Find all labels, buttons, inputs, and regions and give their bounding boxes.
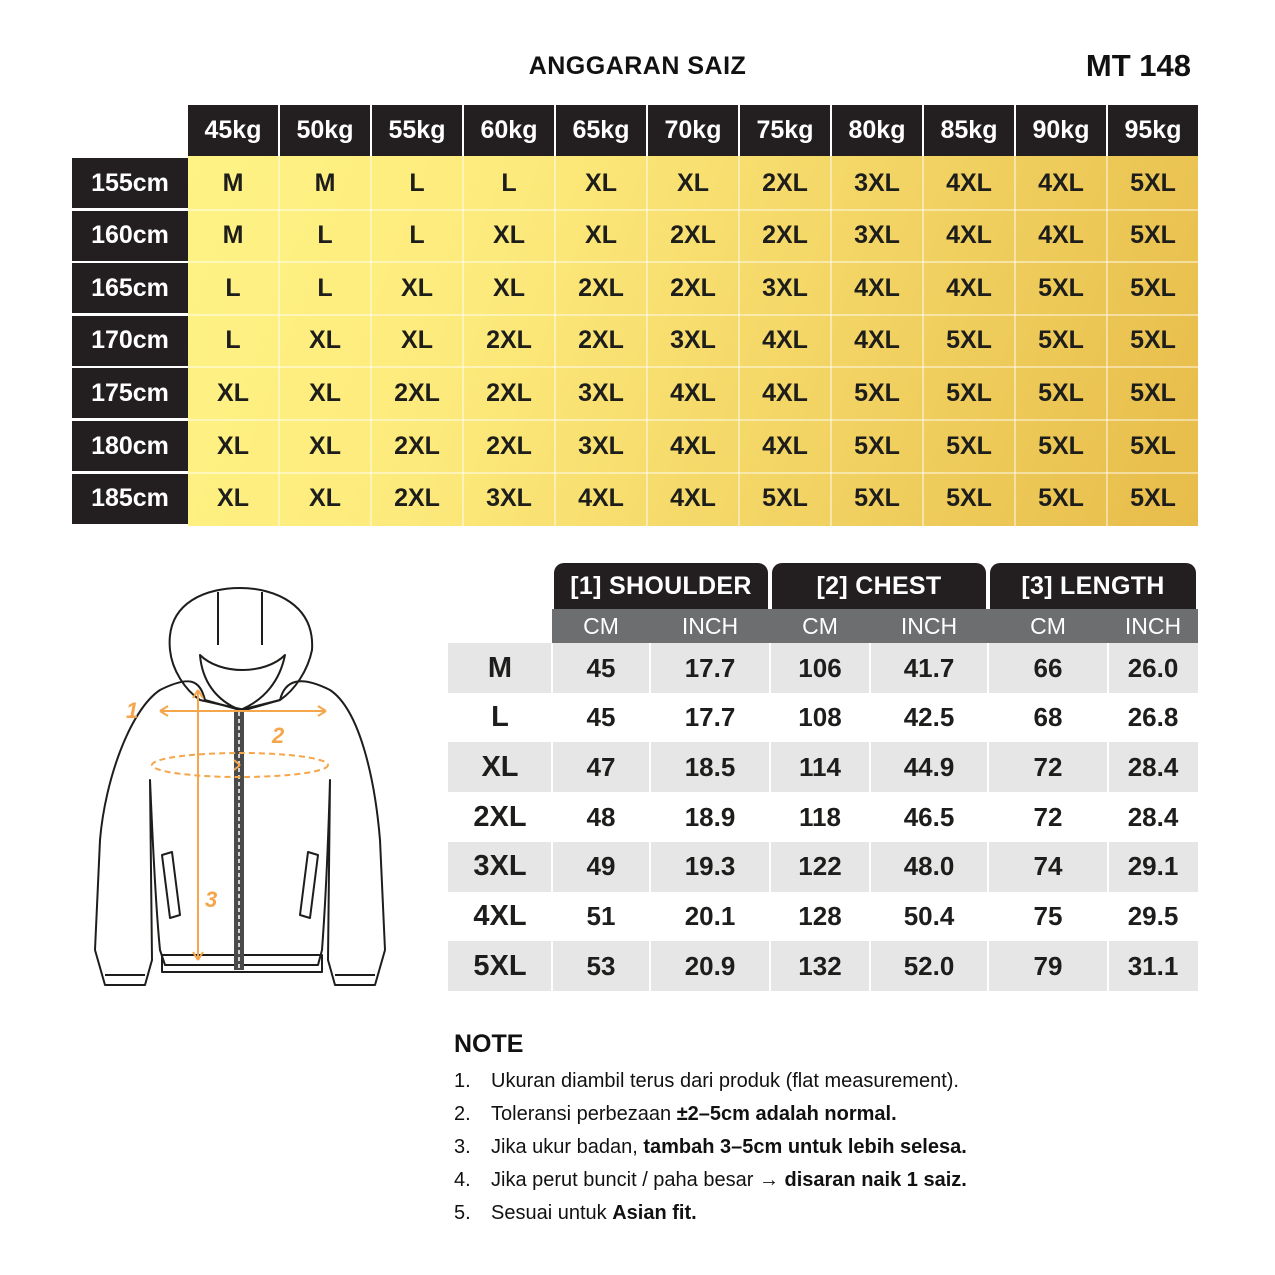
weight-header: 65kg — [556, 105, 646, 156]
table-row — [448, 892, 1198, 942]
measurement-value: 118 — [799, 801, 841, 832]
weight-header: 85kg — [924, 105, 1014, 156]
note-text — [491, 1202, 697, 1235]
size-cell: 5XL — [854, 431, 900, 460]
size-cell: 2XL — [394, 484, 440, 513]
measurement-value: 72 — [1033, 751, 1063, 782]
size-cell: 2XL — [670, 221, 716, 250]
unit-header: CM — [552, 609, 650, 643]
height-header: 165cm — [72, 263, 188, 313]
measurement-value: 31.1 — [1127, 950, 1179, 981]
size-cell: 3XL — [486, 484, 532, 513]
measurement-value: 49 — [586, 851, 616, 882]
measurement-value: 72 — [1033, 801, 1063, 832]
size-cell: 5XL — [854, 484, 900, 513]
measurement-value: 114 — [799, 751, 841, 782]
height-header: 155cm — [72, 158, 188, 208]
table-row — [448, 792, 1198, 842]
grid-column-divider — [554, 156, 556, 526]
note-text-bold: disaran naik 1 saiz. — [784, 1169, 967, 1191]
size-cell: XL — [401, 273, 433, 302]
size-cell: 3XL — [578, 431, 624, 460]
size-cell: L — [409, 168, 425, 197]
size-cell: XL — [217, 484, 249, 513]
size-cell: 4XL — [762, 326, 808, 355]
size-cell: XL — [493, 221, 525, 250]
note-item — [454, 1136, 967, 1169]
measurement-value: 128 — [798, 901, 842, 931]
measurement-value: 18.5 — [684, 751, 736, 782]
size-cell: 4XL — [670, 484, 716, 513]
note-text-bold: Asian fit. — [612, 1202, 697, 1224]
grid-row-divider — [188, 472, 1198, 474]
unit-header: INCH — [650, 609, 770, 643]
note-item — [454, 1169, 967, 1202]
note-item — [454, 1070, 967, 1103]
measurement-value: 48.0 — [903, 851, 955, 882]
measurement-value: 46.5 — [903, 801, 955, 832]
note-item — [454, 1202, 967, 1235]
measurement-value: 53 — [586, 950, 616, 981]
hooded-jacket-icon — [90, 580, 420, 1020]
note-text-regular: Jika perut buncit / paha besar → — [491, 1169, 785, 1191]
size-cell: M — [314, 168, 336, 197]
note-text — [491, 1136, 967, 1169]
size-label: 3XL — [473, 850, 527, 883]
size-cell: 5XL — [1130, 484, 1176, 513]
size-cell: XL — [309, 431, 341, 460]
column-divider — [1107, 643, 1109, 997]
measurement-group-header: [3] LENGTH — [990, 563, 1196, 609]
measurement-value: 132 — [798, 950, 842, 981]
note-text-regular: Ukuran diambil terus dari produk (flat measurement). — [491, 1070, 959, 1092]
weight-header: 45kg — [188, 105, 278, 156]
note-text-bold: tambah 3–5cm untuk lebih selesa. — [643, 1136, 967, 1158]
weight-header: 80kg — [832, 105, 922, 156]
size-cell: 4XL — [946, 168, 992, 197]
size-cell: 3XL — [854, 221, 900, 250]
measurement-value: 20.1 — [684, 901, 736, 931]
grid-row-divider — [188, 209, 1198, 211]
shoulder-label: 1 — [126, 698, 139, 723]
size-cell: 4XL — [854, 273, 900, 302]
product-code: MT 148 — [1085, 48, 1191, 83]
size-cell: 2XL — [394, 378, 440, 407]
grid-column-divider — [922, 156, 924, 526]
size-cell: 5XL — [1038, 273, 1084, 302]
size-cell: M — [222, 168, 244, 197]
measurement-table — [448, 563, 1198, 997]
column-divider — [649, 643, 651, 997]
measurement-value: 29.1 — [1127, 851, 1179, 882]
note-text-regular: Toleransi perbezaan — [491, 1103, 677, 1125]
size-cell: 4XL — [854, 326, 900, 355]
size-cell: L — [409, 221, 425, 250]
size-cell: 4XL — [946, 273, 992, 302]
height-header: 180cm — [72, 421, 188, 471]
size-cell: XL — [217, 378, 249, 407]
measurement-value: 47 — [586, 751, 616, 782]
grid-column-divider — [370, 156, 372, 526]
measurement-group-header: [1] SHOULDER — [554, 563, 768, 609]
weight-header: 55kg — [372, 105, 462, 156]
size-cell: 2XL — [486, 431, 532, 460]
column-divider — [551, 643, 553, 997]
size-cell: 5XL — [1038, 431, 1084, 460]
size-grid — [72, 105, 1198, 526]
size-cell: 5XL — [762, 484, 808, 513]
unit-header: INCH — [870, 609, 988, 643]
note-text — [491, 1103, 897, 1136]
measurement-value: 17.7 — [684, 652, 736, 683]
note-number: 1. — [454, 1070, 471, 1092]
measurement-value: 108 — [798, 702, 842, 733]
size-label: 4XL — [473, 900, 527, 932]
size-cell: 5XL — [946, 378, 992, 407]
size-cell: 2XL — [578, 326, 624, 355]
size-cell: 4XL — [578, 484, 624, 513]
measurement-value: 20.9 — [684, 950, 736, 981]
note-number: 4. — [454, 1169, 471, 1191]
size-label: XL — [481, 750, 519, 783]
grid-row-divider — [188, 366, 1198, 368]
measurement-value: 106 — [798, 652, 842, 683]
size-cell: 2XL — [670, 273, 716, 302]
note-text-regular: Sesuai untuk — [491, 1202, 613, 1224]
size-cell: 4XL — [946, 221, 992, 250]
note-item — [454, 1103, 967, 1136]
measurement-value: 18.9 — [684, 801, 736, 832]
measurement-value: 45 — [586, 702, 616, 733]
size-cell: L — [501, 168, 517, 197]
note-number: 3. — [454, 1136, 471, 1158]
measurement-value: 51 — [586, 901, 616, 931]
unit-header: CM — [770, 609, 870, 643]
size-cell: 5XL — [946, 431, 992, 460]
size-cell: 3XL — [670, 326, 716, 355]
note-heading: NOTE — [454, 1030, 524, 1058]
size-cell: 2XL — [486, 378, 532, 407]
size-cell: 2XL — [578, 273, 624, 302]
note-text-regular: Jika ukur badan, — [491, 1136, 644, 1158]
size-cell: XL — [493, 273, 525, 302]
size-cell: M — [222, 221, 244, 250]
height-header: 185cm — [72, 474, 188, 524]
size-cell: L — [317, 221, 333, 250]
grid-row-divider — [188, 261, 1198, 263]
size-cell: 4XL — [670, 431, 716, 460]
size-cell: 5XL — [1130, 378, 1176, 407]
measurement-value: 19.3 — [684, 851, 736, 882]
size-cell: 5XL — [1130, 431, 1176, 460]
measurement-value: 75 — [1033, 901, 1063, 931]
size-cell: L — [225, 273, 241, 302]
measurement-value: 74 — [1033, 851, 1063, 882]
measurement-value: 79 — [1033, 950, 1063, 981]
size-label: 2XL — [473, 800, 527, 833]
column-divider — [869, 643, 871, 997]
note-text-bold: ±2–5cm adalah normal. — [676, 1103, 897, 1125]
unit-header: CM — [988, 609, 1108, 643]
measurement-value: 26.0 — [1127, 652, 1179, 683]
note-text — [491, 1070, 959, 1103]
measurement-value: 42.5 — [903, 702, 955, 733]
size-cell: 2XL — [394, 431, 440, 460]
grid-column-divider — [646, 156, 648, 526]
size-label: 5XL — [473, 949, 527, 982]
grid-row-divider — [188, 419, 1198, 421]
measurement-value: 26.8 — [1127, 702, 1179, 733]
weight-header: 60kg — [464, 105, 554, 156]
table-row — [448, 693, 1198, 743]
measurement-value: 28.4 — [1127, 801, 1179, 832]
table-row — [448, 941, 1198, 991]
note-number: 5. — [454, 1202, 471, 1224]
height-header: 160cm — [72, 211, 188, 261]
size-cell: 5XL — [1130, 273, 1176, 302]
size-cell: 4XL — [762, 378, 808, 407]
notes-list — [454, 1070, 967, 1235]
size-cell: 3XL — [854, 168, 900, 197]
measurement-value: 41.7 — [903, 652, 955, 683]
size-cell: 5XL — [1038, 326, 1084, 355]
weight-header: 50kg — [280, 105, 370, 156]
measurement-value: 48 — [586, 801, 616, 832]
measurement-value: 52.0 — [903, 950, 955, 981]
weight-header: 90kg — [1016, 105, 1106, 156]
weight-header: 70kg — [648, 105, 738, 156]
size-cell: XL — [217, 431, 249, 460]
grid-column-divider — [830, 156, 832, 526]
size-label: L — [491, 701, 509, 734]
size-cell: 5XL — [854, 378, 900, 407]
size-cell: 4XL — [762, 431, 808, 460]
measurement-value: 50.4 — [903, 901, 955, 931]
size-cell: 5XL — [1038, 484, 1084, 513]
size-cell: 5XL — [1130, 168, 1176, 197]
measurement-value: 122 — [798, 851, 842, 882]
grid-column-divider — [1014, 156, 1016, 526]
size-cell: 5XL — [946, 326, 992, 355]
column-divider — [769, 643, 771, 997]
height-header: 170cm — [72, 316, 188, 366]
weight-header: 95kg — [1108, 105, 1198, 156]
column-divider — [987, 643, 989, 997]
size-cell: 2XL — [762, 168, 808, 197]
grid-column-divider — [462, 156, 464, 526]
size-cell: L — [225, 326, 241, 355]
grid-column-divider — [738, 156, 740, 526]
table-row — [448, 842, 1198, 892]
size-cell: 2XL — [762, 221, 808, 250]
size-cell: XL — [309, 326, 341, 355]
size-cell: 5XL — [946, 484, 992, 513]
grid-column-divider — [278, 156, 280, 526]
length-label: 3 — [205, 887, 218, 912]
grid-column-divider — [1106, 156, 1108, 526]
size-cell: 4XL — [1038, 168, 1084, 197]
size-cell: 5XL — [1130, 326, 1176, 355]
measurement-value: 45 — [586, 652, 616, 683]
size-cell: 4XL — [670, 378, 716, 407]
grid-row-divider — [188, 314, 1198, 316]
note-number: 2. — [454, 1103, 471, 1125]
measurement-value: 68 — [1033, 702, 1063, 733]
size-cell: XL — [401, 326, 433, 355]
table-row — [448, 742, 1198, 792]
unit-header: INCH — [1108, 609, 1198, 643]
measurement-group-header: [2] CHEST — [772, 563, 986, 609]
size-cell: 3XL — [578, 378, 624, 407]
size-cell: 5XL — [1038, 378, 1084, 407]
measurement-value: 17.7 — [684, 702, 736, 733]
measurement-value: 28.4 — [1127, 751, 1179, 782]
table-row — [448, 643, 1198, 693]
height-header: 175cm — [72, 368, 188, 418]
size-label: M — [487, 651, 513, 684]
size-cell: XL — [309, 484, 341, 513]
page-title: ANGGARAN SAIZ — [528, 52, 747, 80]
size-cell: XL — [309, 378, 341, 407]
size-cell: 4XL — [1038, 221, 1084, 250]
size-cell: 3XL — [762, 273, 808, 302]
size-cell: XL — [585, 168, 617, 197]
measurement-value: 66 — [1033, 652, 1063, 683]
size-cell: 2XL — [486, 326, 532, 355]
note-text — [491, 1169, 967, 1202]
size-cell: 5XL — [1130, 221, 1176, 250]
size-cell: XL — [585, 221, 617, 250]
measurement-value: 29.5 — [1127, 901, 1179, 931]
size-cell: XL — [677, 168, 709, 197]
weight-header: 75kg — [740, 105, 830, 156]
chest-label: 2 — [272, 723, 285, 748]
size-cell: L — [317, 273, 333, 302]
measurement-value: 44.9 — [903, 751, 955, 782]
